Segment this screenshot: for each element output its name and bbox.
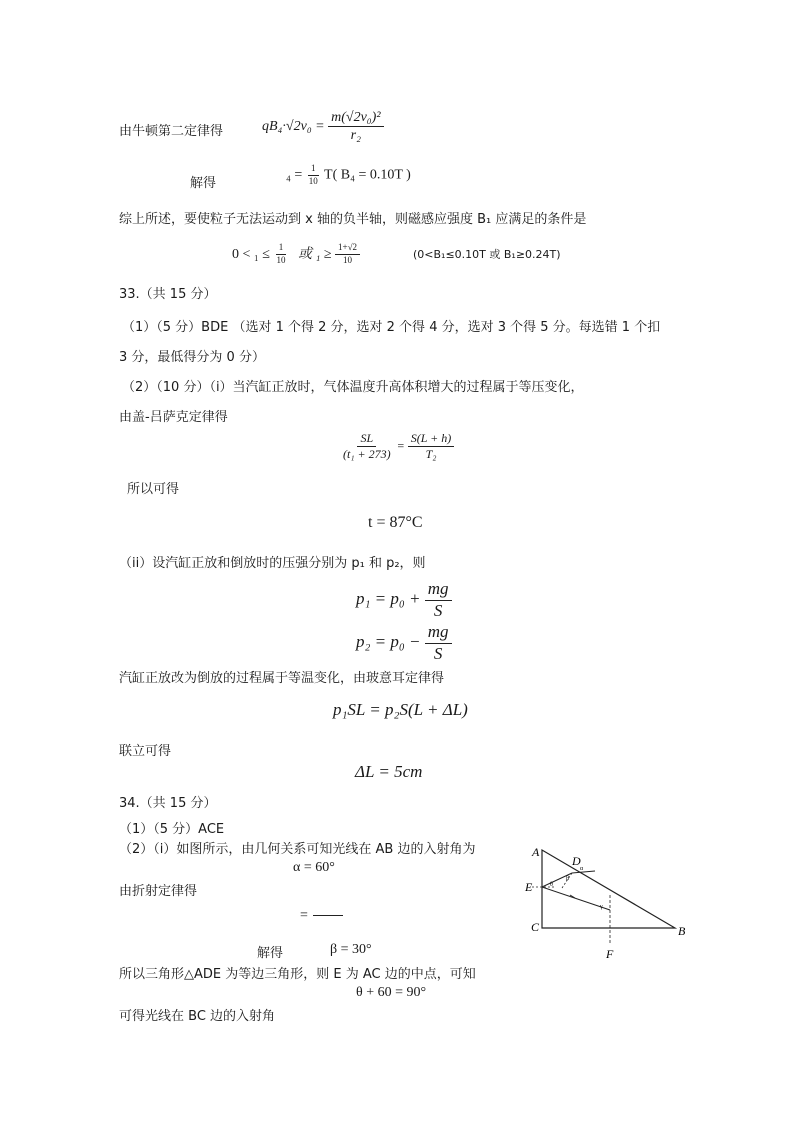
eq1-left-num: SL xyxy=(357,432,376,447)
incident-ray xyxy=(572,871,595,873)
result-delta-l: ΔL = 5cm xyxy=(355,762,423,781)
b4-equation xyxy=(286,164,411,187)
prism-triangle xyxy=(542,850,675,928)
label-E: E xyxy=(525,880,533,894)
condition-frac-2-den: 10 xyxy=(343,255,353,266)
gay-lussac-equation xyxy=(340,432,454,461)
p2-frac-num: mg xyxy=(425,623,452,644)
eq1-right-fraction xyxy=(408,432,455,461)
n-equation xyxy=(300,908,343,924)
p1-fraction xyxy=(425,580,452,620)
label-theta: θ xyxy=(550,882,553,888)
eq1-equals: = xyxy=(396,438,405,453)
b4-numerator: 1 xyxy=(308,164,319,176)
condition-a: 0 < ₁ ≤ xyxy=(232,247,270,262)
prism-figure xyxy=(520,840,700,965)
eq1-right-num: S(L + h) xyxy=(408,432,455,447)
newton-fraction xyxy=(328,110,383,144)
b4-fraction xyxy=(306,164,321,187)
b4-suffix: T( B₄ = 0.10T ) xyxy=(324,167,411,183)
newton-label: 由牛顿第二定律得 xyxy=(119,124,224,139)
condition-frac-2 xyxy=(335,243,360,266)
label-A: A xyxy=(532,845,540,859)
theta-equation: θ + 60 = 90° xyxy=(356,985,427,1000)
q33-part1-line1: （1）（5 分）BDE （选对 1 个得 2 分，选对 2 个得 4 分，选对 3 个得 5 分。每选错 1 个扣 xyxy=(122,320,661,335)
p2-equation xyxy=(356,623,452,663)
p2-frac-den: S xyxy=(433,643,443,663)
boyle-equation: p₁SL = p₂S(L + ΔL) xyxy=(333,700,468,719)
label-gamma: γ xyxy=(600,904,603,910)
beta-equation: β = 30° xyxy=(330,942,372,957)
condition-frac-2-num: 1+√2 xyxy=(335,243,360,255)
eq1-right-den: T₂ xyxy=(425,447,437,462)
b4-prefix: ₄ = xyxy=(286,167,303,183)
eq1-left-den: (t₁ + 273) xyxy=(343,447,391,462)
b4-denominator: 10 xyxy=(308,175,318,186)
p1-lhs: p₁ = p₀ + xyxy=(356,589,421,609)
q33-part1-line2: 3 分，最低得分为 0 分） xyxy=(119,350,265,365)
condition-line xyxy=(232,243,360,266)
q34-heading: 34.（共 15 分） xyxy=(119,796,217,811)
so-label: 所以可得 xyxy=(127,482,180,497)
label-F: F xyxy=(606,947,614,961)
part-ii-line: （ii）设汽缸正放和倒放时的压强分别为 p₁ 和 p₂，则 xyxy=(119,556,426,571)
condition-frac-1 xyxy=(273,243,288,266)
p2-lhs: p₂ = p₀ − xyxy=(356,632,421,652)
label-beta: β xyxy=(566,876,570,882)
p1-equation xyxy=(356,580,452,620)
p2-fraction xyxy=(425,623,452,663)
condition-frac-1-den: 10 xyxy=(276,255,286,266)
boyle-label: 汽缸正放改为倒放的过程属于等温变化，由玻意耳定律得 xyxy=(119,671,445,686)
solve-label-2: 解得 xyxy=(257,946,284,961)
newton-equation xyxy=(262,110,384,144)
triangle-line: 所以三角形△ADE 为等边三角形，则 E 为 AC 边的中点，可知 xyxy=(119,967,476,982)
result-temperature: t = 87°C xyxy=(368,514,423,531)
label-D: D xyxy=(572,854,581,868)
q33-heading: 33.（共 15 分） xyxy=(119,287,217,302)
gay-lussac-label: 由盖-吕萨克定律得 xyxy=(119,410,228,425)
label-C: C xyxy=(531,920,540,934)
condition-paren: (0<B₁≤0.10T 或 B₁≥0.24T) xyxy=(413,248,561,261)
condition-frac-1-num: 1 xyxy=(276,243,287,255)
joint-label: 联立可得 xyxy=(119,744,172,759)
q34-part2-line: （2）（i）如图所示，由几何关系可知光线在 AB 边的入射角为 xyxy=(119,842,476,857)
p1-frac-num: mg xyxy=(425,580,452,601)
newton-denominator: r₂ xyxy=(350,128,361,144)
refraction-label: 由折射定律得 xyxy=(119,884,198,899)
p1-frac-den: S xyxy=(433,600,443,620)
eq1-left-fraction xyxy=(340,432,394,461)
condition-or: 或 ₁ ≥ xyxy=(297,247,332,262)
q33-part2-intro: （2）（10 分）（i）当汽缸正放时，气体温度升高体积增大的过程属于等压变化， xyxy=(122,380,584,395)
newton-lhs: qB₄·√2v₀ = xyxy=(262,119,325,135)
n-equals: = xyxy=(300,908,308,923)
alpha-equation: α = 60° xyxy=(293,860,335,875)
label-B: B xyxy=(678,924,686,938)
incidence-bc-line: 可得光线在 BC 边的入射角 xyxy=(119,1009,276,1024)
q34-part1: （1）（5 分）ACE xyxy=(119,822,225,837)
label-alpha: α xyxy=(580,866,584,872)
n-fraction-bar xyxy=(313,915,343,916)
newton-numerator: m(√2v₀)² xyxy=(328,110,383,127)
solve-label-1: 解得 xyxy=(190,176,217,191)
summary-line: 综上所述，要使粒子无法运动到 x 轴的负半轴，则磁感应强度 B₁ 应满足的条件是 xyxy=(119,212,587,227)
